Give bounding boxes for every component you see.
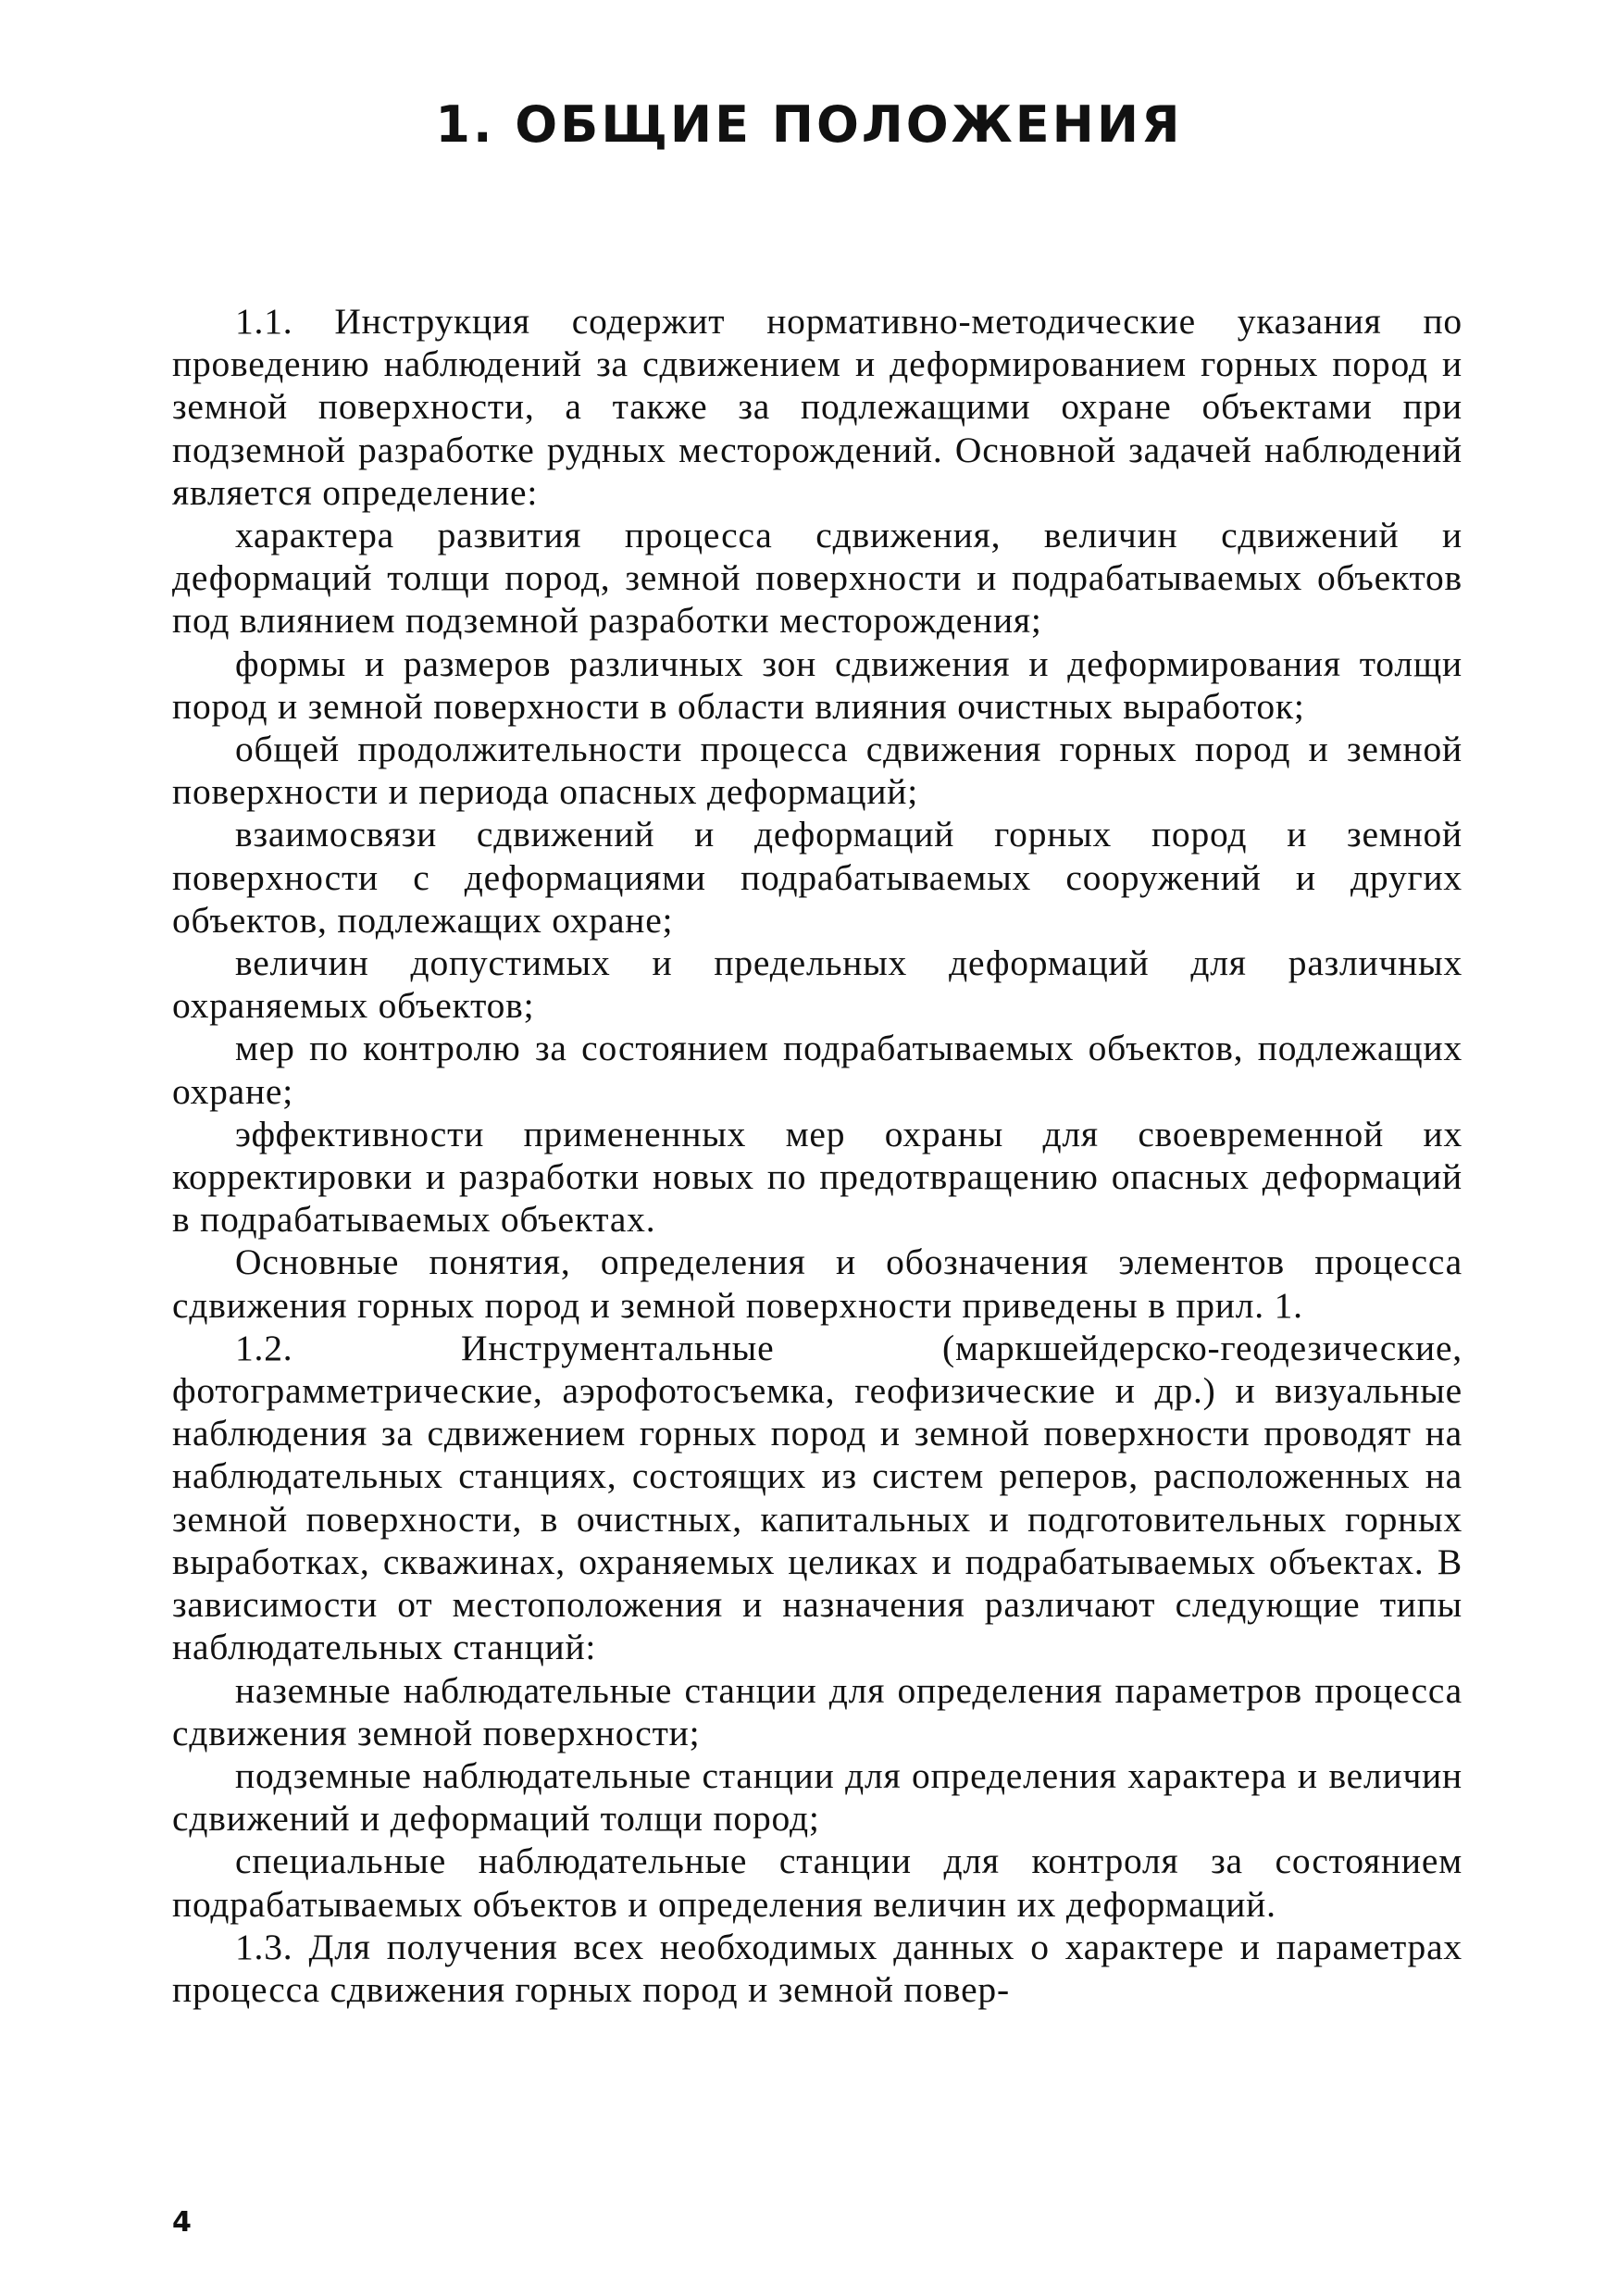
paragraph-1-3: 1.3. Для получения всех необходимых данных о характере и параметрах процесса сдвижения горных пород и земной повер- [172, 1926, 1462, 2010]
paragraph-definitions: Основные понятия, определения и обозначения элементов процесса сдвижения горных пород и земной поверхности приведены в прил. 1. [172, 1242, 1462, 1326]
list-item-duration: общей продолжительности процесса сдвижения горных пород и земной поверхности и периода опасных деформаций; [172, 729, 1462, 813]
body-text [172, 300, 1462, 2011]
list-item-relationship: взаимосвязи сдвижений и деформаций горных пород и земной поверхности с деформациями подрабатываемых сооружений и других объектов, подлежащих охране; [172, 814, 1462, 941]
paragraph-1-1: 1.1. Инструкция содержит нормативно-методические указания по проведению наблюдений за сдвижением и деформированием горных пород и земной поверхности, а также за подлежащими охране объектами при подземной разработке рудных месторождений. Основной задачей наблюдений является определение: [172, 301, 1462, 513]
list-item-effectiveness: эффективности примененных мер охраны для своевременной их корректировки и разработки новых по предотвращению опасных деформаций в подрабатываемых объектах. [172, 1113, 1462, 1241]
list-item-surface-stations: наземные наблюдательные станции для определения параметров процесса сдвижения земной поверхности; [172, 1669, 1462, 1753]
page-number: 4 [172, 2206, 192, 2239]
paragraph-1-2: 1.2. Инструментальные (маркшейдерско-геодезические, фотограмметрические, аэрофотосъемка, геофизические и др.) и визуальные наблюдения за сдвижением горных пород и земной поверхности проводят на наблюдательных станциях, состоящих из систем реперов, расположенных на земной поверхности, в очистных, капитальных и подготовительных горных выработках, скважинах, охраняемых целиках и подрабатываемых объектах. В зависимости от местоположения и назначения различают следующие типы наблюдательных станций: [172, 1327, 1462, 1668]
list-item-character: характера развития процесса сдвижения, величин сдвижений и деформаций толщи пород, земной поверхности и подрабатываемых объектов под влиянием подземной разработки месторождения; [172, 515, 1462, 642]
page-title: 1. ОБЩИЕ ПОЛОЖЕНИЯ [435, 95, 1183, 154]
list-item-allowable: величин допустимых и предельных деформаций для различных охраняемых объектов; [172, 942, 1462, 1027]
list-item-underground-stations: подземные наблюдательные станции для определения характера и величин сдвижений и деформаций толщи пород; [172, 1754, 1462, 1840]
list-item-special-stations: специальные наблюдательные станции для контроля за состоянием подрабатываемых объектов и определения величин их деформаций. [172, 1841, 1462, 1925]
list-item-control: мер по контролю за состоянием подрабатываемых объектов, подлежащих охране; [172, 1028, 1462, 1112]
list-item-forms: формы и размеров различных зон сдвижения и деформирования толщи пород и земной поверхности в области влияния очистных выработок; [172, 643, 1462, 727]
